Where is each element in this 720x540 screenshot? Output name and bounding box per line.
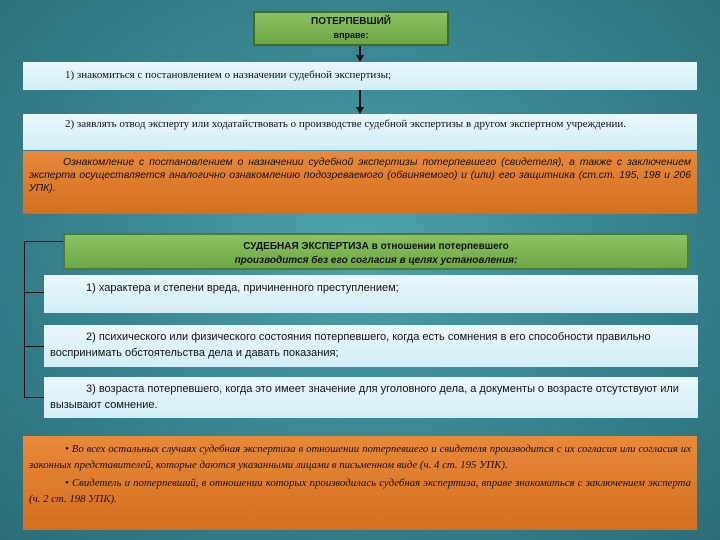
right-item-2-text: 2) заявлять отвод эксперту или ходатайствовать о производстве судебной экспертизы в другом экспертном учреждении.	[65, 118, 626, 130]
examination-subtitle: производится без его согласия в целях установления:	[234, 255, 518, 266]
victim-header-box	[253, 11, 449, 46]
bracket-line	[24, 346, 44, 347]
arrow-head	[356, 55, 364, 62]
arrow-head	[356, 107, 364, 114]
acquaintance-note-text: Ознакомление с постановлением о назначении судебной экспертизы потерпевшего (свидетеля), а также с заключением эксперта осуществляется аналогично ознакомлению подозреваемого (обвиняемого) и (или) его защитника (ст.ст. 195, 198 и 206 УПК).	[29, 157, 691, 194]
connector-line	[359, 90, 361, 108]
bracket-vertical-line	[24, 241, 25, 398]
purpose-item-1-text: 1) характера и степени вреда, причиненного преступлением;	[86, 282, 399, 294]
bracket-line	[24, 397, 44, 398]
victim-subtitle: вправе:	[333, 30, 369, 40]
examination-header-box	[63, 233, 689, 270]
purpose-item-3-text: 3) возраста потерпевшего, когда это имеет значение для уголовного дела, а документы о возрасте отсутствуют или вызывают сомнение.	[50, 383, 679, 411]
right-item-1	[23, 62, 697, 90]
purpose-item-2	[44, 325, 698, 367]
acquaintance-note	[23, 151, 697, 214]
right-item-2	[23, 114, 697, 150]
consent-note-1: • Во всех остальных случаях судебная экспертиза в отношении потерпевшего и свидетеля производится с их согласия или согласия их законных представителей, которые даются указанными лицами в письменном виде (ч. 4 ст. 195 УПК).	[29, 443, 691, 471]
examination-title-rest: в отношении потерпевшего	[368, 241, 509, 252]
right-item-1-text: 1) знакомиться с постановлением о назначении судебной экспертизы;	[65, 69, 392, 81]
purpose-item-3	[44, 377, 698, 418]
bracket-line	[24, 241, 64, 242]
victim-title: ПОТЕРПЕВШИЙ	[311, 16, 391, 27]
purpose-item-2-text: 2) психического или физического состояния потерпевшего, когда есть сомнения в его способности правильно воспринимать обстоятельства дела и давать показания;	[50, 331, 651, 359]
bracket-line	[24, 292, 44, 293]
consent-note-2: • Свидетель и потерпевший, в отношении которых производилась судебная экспертиза, вправе знакомиться с заключением эксперта (ч. 2 ст. 198 УПК).	[29, 477, 691, 505]
examination-title: СУДЕБНАЯ ЭКСПЕРТИЗА	[243, 241, 369, 252]
purpose-item-1	[44, 275, 698, 313]
consent-notes-box	[23, 436, 697, 530]
